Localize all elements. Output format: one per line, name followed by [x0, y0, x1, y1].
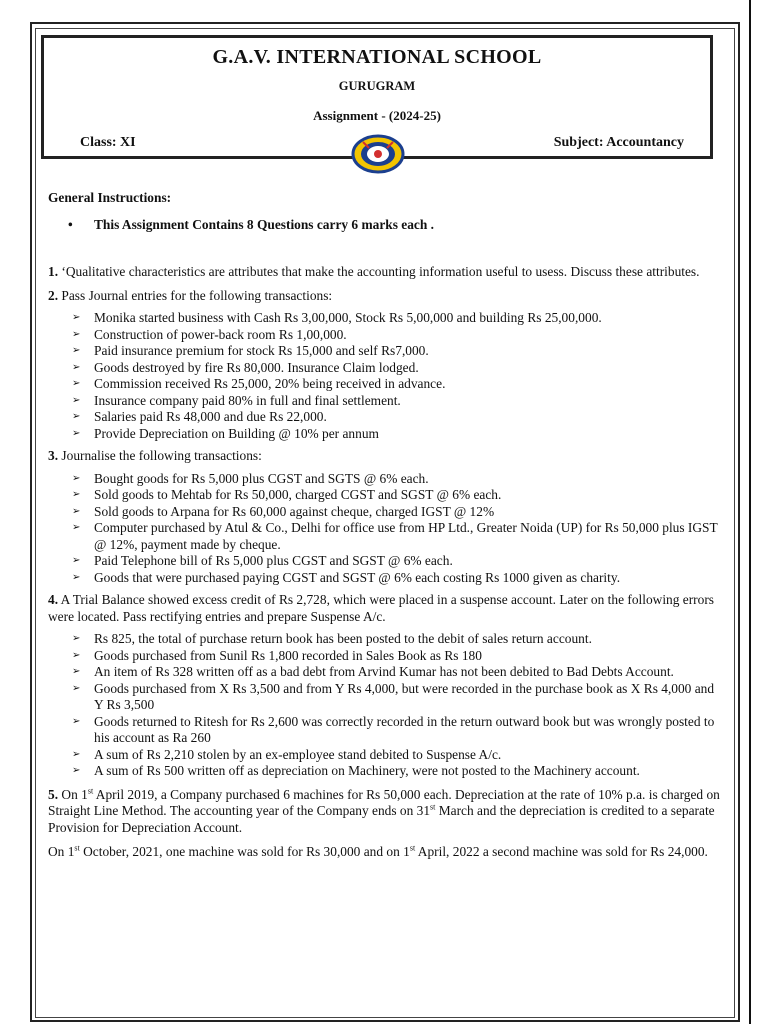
question-2-list	[72, 310, 724, 442]
list-item: ➢ Computer purchased by Atul & Co., Delhi for office use from HP Ltd., Greater Noida (UP) for Rs 50,000 plus IGST @ 12%, payment made by cheque.	[72, 520, 718, 552]
arrow-bullet-icon: ➢	[72, 361, 81, 373]
arrow-bullet-icon: ➢	[72, 312, 81, 323]
question-3-number: 3.	[48, 448, 59, 463]
list-item: ➢ Construction of power-back room Rs 1,00,000.	[72, 326, 347, 342]
arrow-bullet-icon: ➢	[72, 666, 81, 677]
arrow-bullet-icon: ➢	[72, 765, 81, 776]
arrow-bullet-icon: ➢	[72, 394, 81, 406]
question-1	[48, 264, 724, 281]
arrow-bullet-icon: ➢	[72, 715, 81, 727]
list-item: ➢ Provide Depreciation on Building @ 10% per annum	[72, 425, 379, 441]
question-3-list	[72, 471, 724, 587]
question-2-text: Pass Journal entries for the following transactions:	[61, 287, 333, 303]
question-3-text: Journalise the following transactions:	[61, 448, 262, 463]
subject-label: Subject: Accountancy	[553, 135, 684, 150]
list-item: ➢ Rs 825, the total of purchase return book has been posted to the debit of sales return account.	[72, 631, 592, 646]
arrow-bullet-icon: ➢	[72, 489, 81, 500]
question-5-part-2: On 1st October, 2021, one machine was sold for Rs 30,000 and on 1st April, 2022 a second machine was sold for Rs 24,000.	[48, 843, 708, 859]
arrow-bullet-icon: ➢	[72, 378, 81, 389]
question-5: 5. On 1st April 2019, a Company purchased 6 machines for Rs 50,000 each. Depreciation at the rate of 10% p.a. is charged on Straight Line Method. The accounting year of the Company ends on 31st March and the depreciation is credited to a separate Provision for Depreciation Account.	[48, 786, 720, 835]
question-4	[48, 592, 724, 625]
arrow-bullet-icon: ➢	[72, 345, 81, 356]
list-item: ➢ Bought goods for Rs 5,000 plus CGST and SGTS @ 6% each.	[72, 470, 429, 486]
instructions-heading: General Instructions:	[48, 190, 172, 205]
list-item: ➢ Insurance company paid 80% in full and final settlement.	[72, 392, 401, 408]
question-5-number: 5.	[48, 786, 59, 802]
arrow-bullet-icon: ➢	[72, 682, 81, 694]
list-item: ➢ Goods purchased from X Rs 3,500 and from Y Rs 4,000, but were recorded in the purchase book as X Rs 4,000 and Y Rs 3,500	[72, 680, 715, 712]
arrow-bullet-icon: ➢	[72, 649, 81, 661]
class-label: Class: XI	[80, 135, 136, 150]
list-item: ➢ Salaries paid Rs 48,000 and due Rs 22,000.	[72, 409, 327, 424]
assignment-title: Assignment - (2024-25)	[313, 108, 441, 123]
arrow-bullet-icon: ➢	[72, 505, 81, 517]
instruction-text: This Assignment Contains 8 Questions carry 6 marks each .	[94, 216, 434, 232]
school-city: GURUGRAM	[338, 79, 416, 93]
arrow-bullet-icon: ➢	[72, 472, 81, 484]
arrow-bullet-icon: ➢	[72, 411, 81, 422]
list-item: ➢ Sold goods to Arpana for Rs 60,000 against cheque, charged IGST @ 12%	[72, 503, 495, 519]
list-item: ➢ An item of Rs 328 written off as a bad debt from Arvind Kumar has not been debited to Bad Debts Account.	[72, 664, 674, 679]
arrow-bullet-icon: ➢	[72, 633, 81, 644]
page-edge-line	[749, 0, 751, 1024]
school-name: G.A.V. INTERNATIONAL SCHOOL	[212, 46, 542, 68]
school-logo-icon	[351, 134, 405, 174]
arrow-bullet-icon: ➢	[72, 522, 81, 533]
bullet-icon: •	[68, 216, 73, 232]
question-2	[48, 288, 724, 305]
question-3	[48, 448, 724, 465]
list-item: ➢ Goods that were purchased paying CGST and SGST @ 6% each costing Rs 1000 given as charity.	[72, 569, 621, 585]
list-item: ➢ Paid Telephone bill of Rs 5,000 plus CGST and SGST @ 6% each.	[72, 553, 453, 568]
question-4-number: 4.	[48, 592, 59, 607]
question-4-list	[72, 631, 724, 780]
list-item: ➢ Goods destroyed by fire Rs 80,000. Insurance Claim lodged.	[72, 359, 419, 375]
list-item: ➢ Monika started business with Cash Rs 3,00,000, Stock Rs 5,00,000 and building Rs 25,00,000.	[72, 310, 602, 325]
arrow-bullet-icon: ➢	[72, 328, 81, 340]
arrow-bullet-icon: ➢	[72, 748, 81, 760]
arrow-bullet-icon: ➢	[72, 427, 81, 439]
list-item: ➢ Paid insurance premium for stock Rs 15,000 and self Rs7,000.	[72, 343, 429, 358]
arrow-bullet-icon: ➢	[72, 571, 81, 583]
list-item: ➢ A sum of Rs 2,210 stolen by an ex-employee stand debited to Suspense A/c.	[72, 746, 502, 762]
list-item: ➢ Commission received Rs 25,000, 20% being received in advance.	[72, 376, 446, 391]
list-item: ➢ Goods returned to Ritesh for Rs 2,600 was correctly recorded in the return outward book but was wrongly posted to his account as Ra 260	[72, 713, 715, 745]
instruction-item	[68, 217, 724, 234]
assignment-content	[48, 190, 724, 861]
arrow-bullet-icon: ➢	[72, 555, 81, 566]
question-2-number: 2.	[48, 287, 59, 303]
question-1-text: ‘Qualitative characteristics are attributes that make the accounting information useful to usess. Discuss these attributes.	[61, 264, 700, 279]
list-item: ➢ Sold goods to Mehtab for Rs 50,000, charged CGST and SGST @ 6% each.	[72, 487, 502, 502]
list-item: ➢ Goods purchased from Sunil Rs 1,800 recorded in Sales Book as Rs 180	[72, 647, 482, 663]
list-item: ➢ A sum of Rs 500 written off as depreciation on Machinery, were not posted to the Machinery account.	[72, 763, 640, 778]
question-1-number: 1.	[48, 264, 59, 279]
question-4-text: A Trial Balance showed excess credit of Rs 2,728, which were placed in a suspense account. Later on the following errors were located. Pass rectifying entries and prepare Suspense A/c.	[48, 592, 715, 624]
